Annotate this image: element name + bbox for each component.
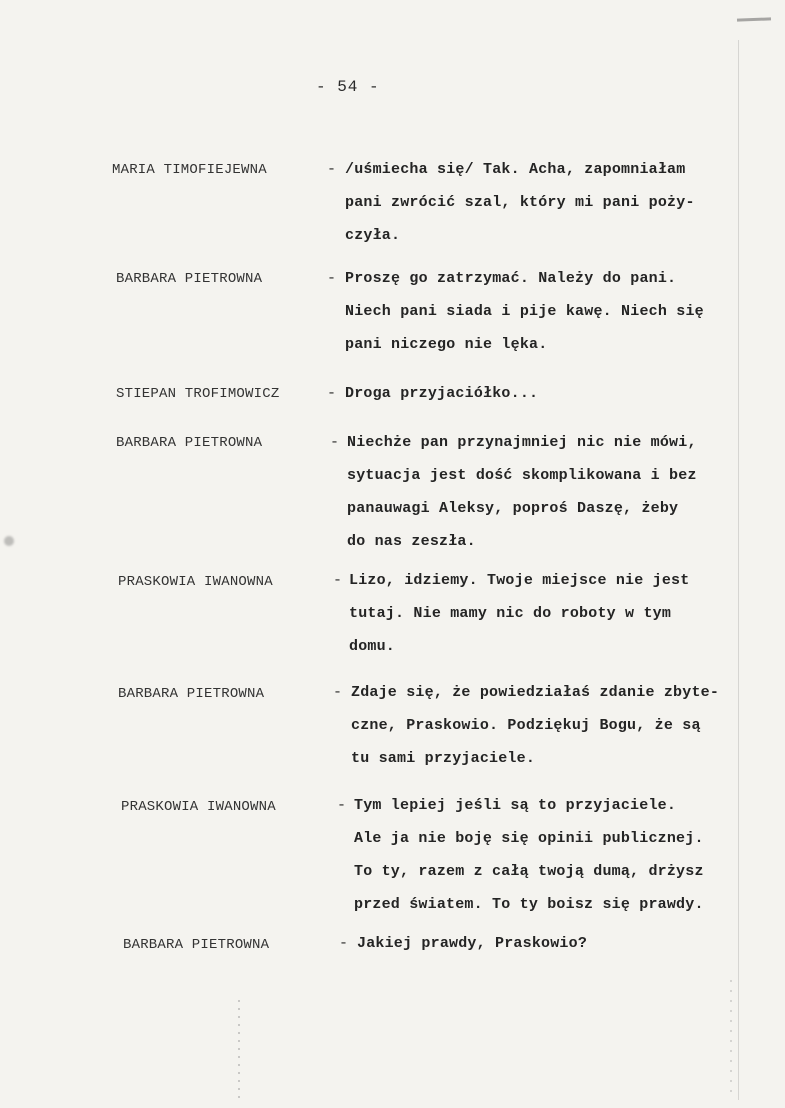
- dialogue-line: Lizo, idziemy. Twoje miejsce nie jest: [349, 572, 690, 589]
- dialogue-text: [351, 676, 719, 775]
- speaker-name: BARBARA PIETROWNA: [116, 271, 263, 287]
- dialogue-text: [357, 927, 587, 960]
- dialogue-dash: -: [327, 161, 337, 178]
- dialogue-line: Zdaje się, że powiedziałaś zdanie zbyte-: [351, 684, 720, 701]
- scan-bottom-ticks-right: [730, 980, 732, 1100]
- dialogue-line: Proszę go zatrzymać. Należy do pani.: [345, 270, 677, 287]
- speaker-name: PRASKOWIA IWANOWNA: [121, 799, 276, 815]
- scan-bottom-ticks-left: [238, 1000, 240, 1100]
- dialogue-line: przed światem. To ty boisz się prawdy.: [354, 896, 704, 913]
- dialogue-text: [349, 564, 689, 663]
- page-number: - 54 -: [316, 78, 380, 96]
- dialogue-line: pani niczego nie lęka.: [345, 336, 548, 353]
- dialogue-text: [347, 426, 697, 558]
- dialogue-line: tu sami przyjaciele.: [351, 750, 536, 767]
- dialogue-line: czyła.: [345, 227, 401, 244]
- dialogue-line: domu.: [349, 638, 396, 655]
- dialogue-line: To ty, razem z całą twoją dumą, drżysz: [354, 863, 704, 880]
- dialogue-text: [354, 789, 704, 921]
- dialogue-line: Droga przyjaciółko...: [345, 385, 539, 402]
- dialogue-line: Jakiej prawdy, Praskowio?: [357, 935, 588, 952]
- dialogue-text: [345, 377, 538, 410]
- speaker-name: BARBARA PIETROWNA: [116, 435, 263, 451]
- dialogue-dash: -: [337, 797, 347, 814]
- dialogue-dash: -: [327, 385, 337, 402]
- dialogue-line: sytuacja jest dość skomplikowana i bez: [347, 467, 697, 484]
- dialogue-dash: -: [330, 434, 340, 451]
- speaker-name: BARBARA PIETROWNA: [123, 937, 270, 953]
- speaker-name: MARIA TIMOFIEJEWNA: [112, 162, 267, 178]
- dialogue-line: do nas zeszła.: [347, 533, 476, 550]
- dialogue-line: tutaj. Nie mamy nic do roboty w tym: [349, 605, 672, 622]
- dialogue-line: panauwagi Aleksy, poproś Daszę, żeby: [347, 500, 679, 517]
- dialogue-text: [345, 153, 695, 252]
- dialogue-dash: -: [333, 572, 343, 589]
- scan-left-mark: [4, 536, 14, 546]
- dialogue-line: czne, Praskowio. Podziękuj Bogu, że są: [351, 717, 701, 734]
- dialogue-dash: -: [339, 935, 349, 952]
- speaker-name: PRASKOWIA IWANOWNA: [118, 574, 273, 590]
- scan-top-right-mark: [737, 17, 771, 21]
- dialogue-line: Tym lepiej jeśli są to przyjaciele.: [354, 797, 677, 814]
- dialogue-line: Niechże pan przynajmniej nic nie mówi,: [347, 434, 697, 451]
- speaker-name: STIEPAN TROFIMOWICZ: [116, 386, 280, 402]
- dialogue-line: /uśmiecha się/ Tak. Acha, zapomniałam: [345, 161, 686, 178]
- dialogue-line: Ale ja nie boję się opinii publicznej.: [354, 830, 704, 847]
- dialogue-line: Niech pani siada i pije kawę. Niech się: [345, 303, 704, 320]
- dialogue-dash: -: [327, 270, 337, 287]
- speaker-name: BARBARA PIETROWNA: [118, 686, 265, 702]
- dialogue-line: pani zwrócić szal, który mi pani poży-: [345, 194, 695, 211]
- dialogue-text: [345, 262, 704, 361]
- dialogue-dash: -: [333, 684, 343, 701]
- scan-edge-line: [738, 40, 739, 1100]
